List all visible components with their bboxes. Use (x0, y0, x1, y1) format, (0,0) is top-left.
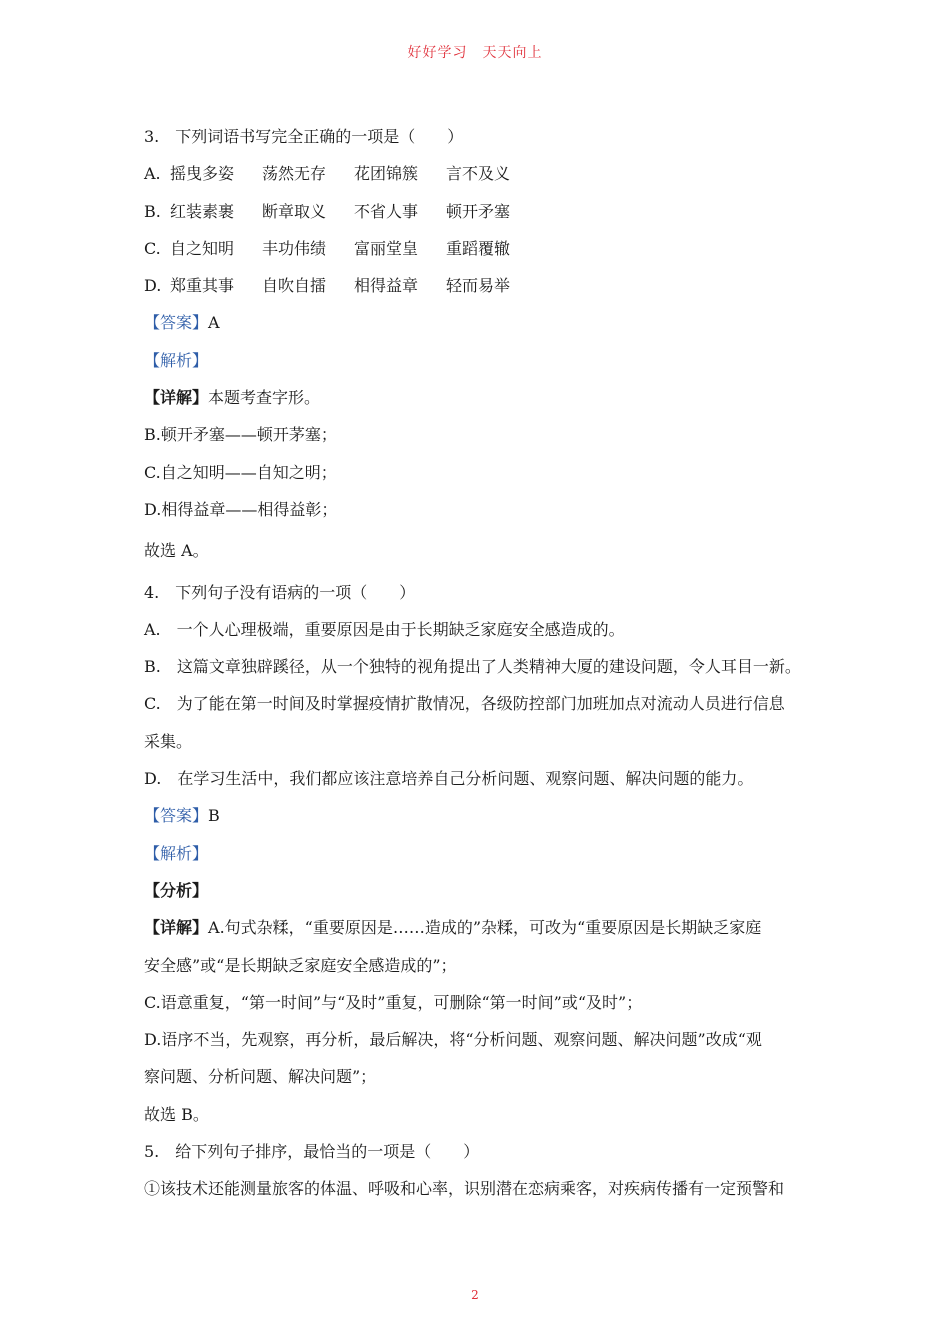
detail-text: 本题考查字形。 (208, 388, 321, 408)
option-word: 顿开矛塞 (446, 201, 511, 221)
q4-detail (144, 909, 814, 946)
q4-detail-line: 安全感”或“是长期缺乏家庭安全感造成的”； (144, 955, 457, 975)
q4-option-a: A. 一个人心理极端，重要原因是由于长期缺乏家庭安全感造成的。 (144, 619, 625, 639)
q4-answer (144, 797, 814, 834)
document-body (144, 118, 814, 1208)
q3-detail-line: C.自之知明——自知之明； (144, 462, 337, 482)
detail-tag: 【详解】 (144, 388, 209, 408)
q4-option-d: D. 在学习生活中，我们都应该注意培养自己分析问题、观察问题、解决问题的能力。 (144, 769, 754, 789)
option-word: 荡然无存 (262, 164, 327, 184)
answer-tag: 【答案】 (144, 313, 209, 333)
q4-fenxi-tag: 【分析】 (144, 880, 209, 900)
option-word: 摇曳多姿 (170, 164, 235, 184)
q3-stem: 3. 下列词语书写完全正确的一项是（ ） (144, 127, 464, 146)
option-word: 自吹自擂 (262, 276, 327, 296)
q4-conclusion: 故选 B。 (144, 1104, 209, 1124)
option-word: 相得益章 (354, 276, 419, 296)
q3-detail-line: D.相得益章——相得益彰； (144, 499, 338, 519)
q4-option-c-cont: 采集。 (144, 731, 193, 751)
q3-analysis-tag: 【解析】 (144, 350, 209, 370)
option-word: 自之知明 (170, 238, 235, 258)
q3-option-d (144, 267, 814, 304)
answer-tag: 【答案】 (144, 806, 209, 826)
option-word: 重蹈覆辙 (446, 238, 511, 258)
q3-conclusion: 故选 A。 (144, 541, 209, 561)
option-word: 言不及义 (446, 164, 511, 184)
answer-value: A (208, 313, 220, 333)
option-word: 轻而易举 (446, 276, 511, 296)
q3-option-c (144, 230, 814, 267)
option-label: B. (144, 201, 161, 221)
option-label: D. (144, 276, 162, 296)
option-word: 富丽堂皇 (354, 238, 419, 258)
q4-analysis-tag: 【解析】 (144, 843, 209, 863)
detail-tag: 【详解】 (144, 918, 209, 938)
q4-detail-line: 察问题、分析问题、解决问题”； (144, 1067, 377, 1087)
q5-stem: 5. 给下列句子排序，最恰当的一项是（ ） (144, 1142, 480, 1162)
option-word: 丰功伟绩 (262, 238, 327, 258)
page-header: 好好学习 天天向上 (407, 45, 543, 61)
q3-detail-line: B.顿开矛塞——顿开茅塞； (144, 425, 337, 445)
q3-option-b (144, 193, 814, 230)
q4-option-c: C. 为了能在第一时间及时掌握疫情扩散情况，各级防控部门加班加点对流动人员进行信息 (144, 694, 785, 714)
q3-detail (144, 379, 814, 416)
q3-answer (144, 304, 814, 341)
option-label: A. (144, 164, 161, 184)
q4-detail-line: C.语意重复，“第一时间”与“及时”重复，可删除“第一时间”或“及时”； (144, 992, 643, 1012)
option-word: 不省人事 (354, 201, 419, 221)
page-number: 2 (471, 1288, 479, 1302)
q4-detail-line: D.语序不当，先观察，再分析，最后解决，将“分析问题、观察问题、解决问题”改成“观 (144, 1030, 762, 1050)
q3-option-a (144, 155, 814, 192)
q5-line: ①该技术还能测量旅客的体温、呼吸和心率，识别潜在恋病乘客，对疾病传播有一定预警和 (144, 1179, 785, 1199)
answer-value: B (208, 806, 220, 826)
q4-stem: 4. 下列句子没有语病的一项（ ） (144, 582, 416, 602)
option-label: C. (144, 238, 161, 258)
option-word: 红装素裹 (170, 201, 235, 221)
option-word: 断章取义 (262, 201, 327, 221)
q4-option-b: B. 这篇文章独辟蹊径，从一个独特的视角提出了人类精神大厦的建设问题，令人耳目一新。 (144, 657, 801, 677)
detail-text: A.句式杂糅，“重要原因是……造成的”杂糅，可改为“重要原因是长期缺乏家庭 (208, 918, 762, 938)
option-word: 花团锦簇 (354, 164, 419, 184)
option-word: 郑重其事 (170, 276, 235, 296)
